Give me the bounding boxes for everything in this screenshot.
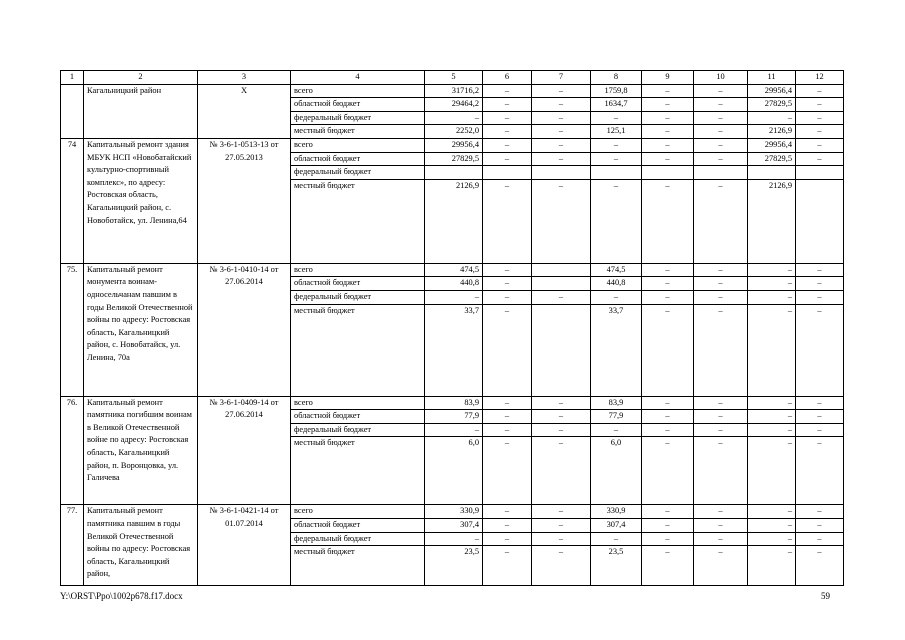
- item-number: 75.: [61, 263, 84, 396]
- amount-cell: –: [425, 532, 483, 546]
- amount-cell: –: [796, 152, 844, 166]
- amount-cell: –: [694, 152, 748, 166]
- amount-cell: –: [694, 396, 748, 410]
- amount-cell: [748, 166, 796, 180]
- amount-cell: –: [694, 138, 748, 152]
- column-number: 10: [694, 71, 748, 85]
- funding-source: федеральный бюджет: [291, 532, 425, 546]
- amount-cell: –: [642, 263, 694, 277]
- amount-cell: –: [483, 125, 532, 139]
- amount-cell: 33,7: [425, 304, 483, 396]
- amount-cell: –: [532, 84, 591, 98]
- amount-cell: 83,9: [425, 396, 483, 410]
- amount-cell: [532, 277, 591, 291]
- column-number: 1: [61, 71, 84, 85]
- amount-cell: –: [796, 111, 844, 125]
- funding-source: областной бюджет: [291, 277, 425, 291]
- amount-cell: –: [642, 179, 694, 263]
- funding-source: всего: [291, 138, 425, 152]
- amount-cell: [532, 304, 591, 396]
- amount-cell: –: [748, 263, 796, 277]
- funding-source: всего: [291, 396, 425, 410]
- expert-conclusion: № 3-6-1-0410-14 от 27.06.2014: [198, 263, 291, 396]
- amount-cell: –: [532, 290, 591, 304]
- amount-cell: –: [642, 277, 694, 291]
- column-number: 7: [532, 71, 591, 85]
- expert-conclusion: № 3-6-1-0513-13 от 27.05.2013: [198, 138, 291, 263]
- amount-cell: –: [483, 111, 532, 125]
- page-number: 59: [821, 591, 830, 601]
- table-row: [61, 396, 844, 410]
- amount-cell: –: [694, 532, 748, 546]
- amount-cell: –: [694, 304, 748, 396]
- item-number: [61, 84, 84, 138]
- amount-cell: –: [642, 125, 694, 139]
- funding-source: федеральный бюджет: [291, 290, 425, 304]
- funding-source: местный бюджет: [291, 437, 425, 505]
- amount-cell: [532, 166, 591, 180]
- table-row: [61, 84, 844, 98]
- amount-cell: [425, 166, 483, 180]
- column-number-row: [61, 71, 844, 85]
- amount-cell: –: [796, 290, 844, 304]
- amount-cell: –: [796, 304, 844, 396]
- amount-cell: –: [694, 505, 748, 519]
- column-number: 3: [198, 71, 291, 85]
- column-number: 6: [483, 71, 532, 85]
- funding-source: федеральный бюджет: [291, 166, 425, 180]
- item-number: 77.: [61, 505, 84, 586]
- amount-cell: 29464,2: [425, 98, 483, 112]
- amount-cell: –: [483, 518, 532, 532]
- amount-cell: –: [642, 152, 694, 166]
- budget-table: [60, 70, 844, 586]
- amount-cell: –: [591, 152, 642, 166]
- object-name: Капитальный ремонт здания МБУК НСП «Новобатайский культурно-спортивный комплекс», по адресу: Ростовская область, Кагальницкий район, с. Новоботайск, ул. Ленина,64: [84, 138, 198, 263]
- amount-cell: –: [694, 179, 748, 263]
- amount-cell: 474,5: [425, 263, 483, 277]
- amount-cell: –: [694, 290, 748, 304]
- funding-source: федеральный бюджет: [291, 111, 425, 125]
- amount-cell: –: [532, 111, 591, 125]
- amount-cell: –: [483, 423, 532, 437]
- column-number: 5: [425, 71, 483, 85]
- amount-cell: –: [483, 152, 532, 166]
- amount-cell: –: [483, 290, 532, 304]
- amount-cell: –: [796, 84, 844, 98]
- funding-source: местный бюджет: [291, 125, 425, 139]
- column-number: 9: [642, 71, 694, 85]
- funding-source: местный бюджет: [291, 179, 425, 263]
- amount-cell: 77,9: [425, 410, 483, 424]
- amount-cell: 125,1: [591, 125, 642, 139]
- funding-source: федеральный бюджет: [291, 423, 425, 437]
- amount-cell: –: [796, 125, 844, 139]
- amount-cell: –: [532, 125, 591, 139]
- amount-cell: [642, 166, 694, 180]
- amount-cell: 2126,9: [425, 179, 483, 263]
- amount-cell: 29956,4: [425, 138, 483, 152]
- amount-cell: 23,5: [591, 546, 642, 586]
- amount-cell: –: [642, 518, 694, 532]
- amount-cell: –: [796, 423, 844, 437]
- amount-cell: –: [483, 410, 532, 424]
- amount-cell: –: [694, 84, 748, 98]
- expert-conclusion: № 3-6-1-0409-14 от 27.06.2014: [198, 396, 291, 505]
- amount-cell: 2126,9: [748, 179, 796, 263]
- amount-cell: –: [642, 138, 694, 152]
- table-row: [61, 138, 844, 152]
- amount-cell: –: [483, 84, 532, 98]
- expert-conclusion: Х: [198, 84, 291, 138]
- amount-cell: –: [483, 179, 532, 263]
- amount-cell: 330,9: [425, 505, 483, 519]
- funding-source: местный бюджет: [291, 304, 425, 396]
- amount-cell: –: [642, 410, 694, 424]
- amount-cell: –: [748, 304, 796, 396]
- amount-cell: –: [748, 410, 796, 424]
- amount-cell: –: [694, 263, 748, 277]
- funding-source: областной бюджет: [291, 98, 425, 112]
- amount-cell: 474,5: [591, 263, 642, 277]
- amount-cell: 440,8: [591, 277, 642, 291]
- amount-cell: –: [483, 304, 532, 396]
- amount-cell: 2252,0: [425, 125, 483, 139]
- amount-cell: –: [532, 138, 591, 152]
- amount-cell: –: [748, 111, 796, 125]
- amount-cell: –: [642, 546, 694, 586]
- funding-source: областной бюджет: [291, 410, 425, 424]
- amount-cell: 6,0: [425, 437, 483, 505]
- amount-cell: –: [532, 410, 591, 424]
- amount-cell: –: [642, 532, 694, 546]
- amount-cell: –: [796, 546, 844, 586]
- amount-cell: –: [694, 125, 748, 139]
- amount-cell: –: [532, 179, 591, 263]
- column-number: 2: [84, 71, 198, 85]
- amount-cell: –: [642, 396, 694, 410]
- amount-cell: –: [748, 290, 796, 304]
- amount-cell: –: [796, 410, 844, 424]
- item-number: 74: [61, 138, 84, 263]
- amount-cell: –: [532, 152, 591, 166]
- funding-source: всего: [291, 263, 425, 277]
- amount-cell: –: [796, 138, 844, 152]
- funding-source: местный бюджет: [291, 546, 425, 586]
- amount-cell: 1759,8: [591, 84, 642, 98]
- amount-cell: –: [796, 396, 844, 410]
- amount-cell: [591, 166, 642, 180]
- amount-cell: 29956,4: [748, 138, 796, 152]
- amount-cell: –: [694, 546, 748, 586]
- amount-cell: –: [532, 518, 591, 532]
- amount-cell: 83,9: [591, 396, 642, 410]
- amount-cell: 27829,5: [748, 152, 796, 166]
- amount-cell: –: [532, 423, 591, 437]
- funding-source: областной бюджет: [291, 152, 425, 166]
- amount-cell: –: [483, 437, 532, 505]
- amount-cell: –: [796, 532, 844, 546]
- amount-cell: [796, 179, 844, 263]
- amount-cell: –: [483, 396, 532, 410]
- amount-cell: –: [642, 423, 694, 437]
- amount-cell: –: [532, 437, 591, 505]
- amount-cell: –: [532, 546, 591, 586]
- amount-cell: –: [532, 396, 591, 410]
- amount-cell: –: [642, 98, 694, 112]
- amount-cell: –: [642, 304, 694, 396]
- amount-cell: –: [532, 98, 591, 112]
- amount-cell: –: [642, 84, 694, 98]
- amount-cell: 31716,2: [425, 84, 483, 98]
- amount-cell: –: [483, 98, 532, 112]
- amount-cell: 77,9: [591, 410, 642, 424]
- amount-cell: –: [425, 423, 483, 437]
- amount-cell: 6,0: [591, 437, 642, 505]
- amount-cell: –: [748, 518, 796, 532]
- column-number: 12: [796, 71, 844, 85]
- amount-cell: 1634,7: [591, 98, 642, 112]
- amount-cell: –: [796, 437, 844, 505]
- amount-cell: –: [483, 277, 532, 291]
- funding-source: всего: [291, 505, 425, 519]
- amount-cell: 23,5: [425, 546, 483, 586]
- amount-cell: –: [694, 410, 748, 424]
- amount-cell: –: [796, 98, 844, 112]
- amount-cell: –: [642, 437, 694, 505]
- column-number: 11: [748, 71, 796, 85]
- expert-conclusion: № 3-6-1-0421-14 от 01.07.2014: [198, 505, 291, 586]
- amount-cell: 29956,4: [748, 84, 796, 98]
- amount-cell: [483, 166, 532, 180]
- amount-cell: –: [591, 138, 642, 152]
- object-name: Капитальный ремонт памятника погибшим воинам в Великой Отечественной войне по адресу: Ростовская область, Кагальницкий район, п. Воронцовка, ул. Галичева: [84, 396, 198, 505]
- amount-cell: 33,7: [591, 304, 642, 396]
- amount-cell: –: [483, 263, 532, 277]
- amount-cell: –: [532, 532, 591, 546]
- amount-cell: –: [694, 111, 748, 125]
- amount-cell: –: [591, 423, 642, 437]
- amount-cell: –: [591, 111, 642, 125]
- amount-cell: –: [796, 263, 844, 277]
- item-number: 76.: [61, 396, 84, 505]
- amount-cell: 307,4: [591, 518, 642, 532]
- amount-cell: 2126,9: [748, 125, 796, 139]
- amount-cell: –: [591, 290, 642, 304]
- amount-cell: –: [483, 546, 532, 586]
- amount-cell: –: [796, 277, 844, 291]
- amount-cell: –: [748, 505, 796, 519]
- table-row: [61, 263, 844, 277]
- amount-cell: –: [694, 518, 748, 532]
- object-name: Кагальницкий район: [84, 84, 198, 138]
- funding-source: областной бюджет: [291, 518, 425, 532]
- amount-cell: –: [483, 532, 532, 546]
- amount-cell: –: [694, 423, 748, 437]
- amount-cell: –: [748, 546, 796, 586]
- amount-cell: [694, 166, 748, 180]
- amount-cell: –: [642, 111, 694, 125]
- column-number: 4: [291, 71, 425, 85]
- amount-cell: 440,8: [425, 277, 483, 291]
- amount-cell: –: [483, 138, 532, 152]
- amount-cell: –: [642, 290, 694, 304]
- amount-cell: –: [748, 396, 796, 410]
- object-name: Капитальный ремонт памятника павшим в годы Великой Отечественной войны по адресу: Ростовская область, Кагальницкий район,: [84, 505, 198, 586]
- column-number: 8: [591, 71, 642, 85]
- amount-cell: –: [642, 505, 694, 519]
- amount-cell: –: [748, 277, 796, 291]
- amount-cell: –: [425, 290, 483, 304]
- amount-cell: 330,9: [591, 505, 642, 519]
- file-path: Y:\ORST\Ppo\1002p678.f17.docx: [60, 591, 183, 601]
- amount-cell: [532, 263, 591, 277]
- amount-cell: –: [591, 532, 642, 546]
- amount-cell: 27829,5: [425, 152, 483, 166]
- amount-cell: 27829,5: [748, 98, 796, 112]
- amount-cell: –: [694, 277, 748, 291]
- amount-cell: –: [694, 98, 748, 112]
- amount-cell: –: [748, 423, 796, 437]
- amount-cell: –: [483, 505, 532, 519]
- amount-cell: –: [532, 505, 591, 519]
- amount-cell: 307,4: [425, 518, 483, 532]
- amount-cell: –: [796, 518, 844, 532]
- amount-cell: –: [591, 179, 642, 263]
- amount-cell: –: [748, 437, 796, 505]
- amount-cell: –: [694, 437, 748, 505]
- amount-cell: –: [796, 505, 844, 519]
- amount-cell: –: [425, 111, 483, 125]
- funding-source: всего: [291, 84, 425, 98]
- amount-cell: [796, 166, 844, 180]
- object-name: Капитальный ремонт монумента воинам-односельчанам павшим в годы Великой Отечественной войны по адресу: Ростовская область, Кагальницкий район, с. Новобатайск, ул. Ленина, 70а: [84, 263, 198, 396]
- amount-cell: –: [748, 532, 796, 546]
- table-row: [61, 505, 844, 519]
